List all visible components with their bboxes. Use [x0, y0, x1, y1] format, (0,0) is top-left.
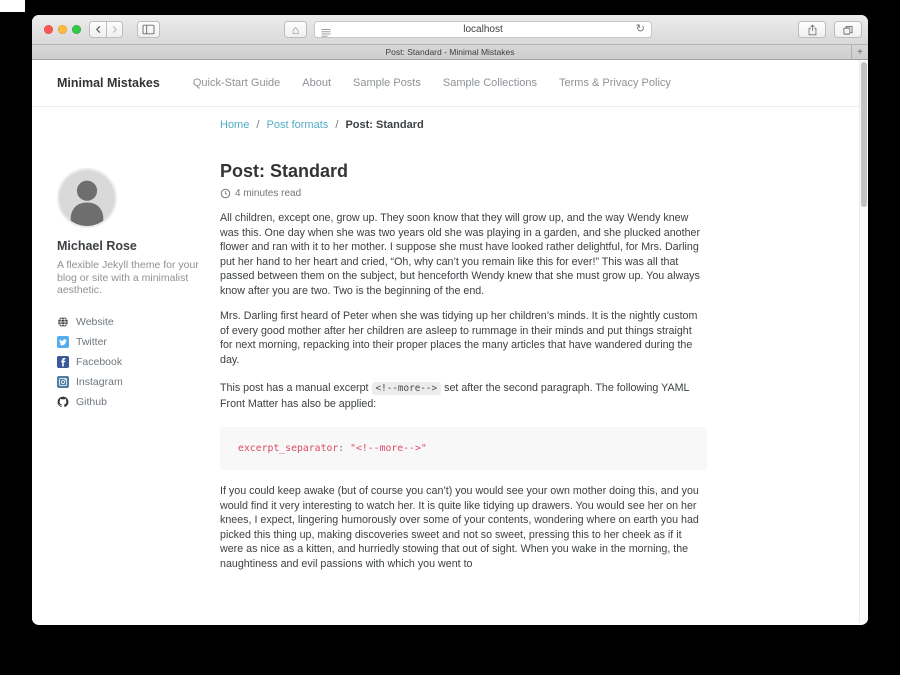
chevron-right-icon [109, 24, 120, 35]
breadcrumb-separator: / [256, 119, 260, 131]
minimize-window-icon[interactable] [58, 25, 67, 34]
refresh-icon[interactable]: ↻ [635, 23, 645, 35]
scrollbar-track[interactable] [859, 60, 868, 623]
instagram-link[interactable]: Instagram [76, 375, 123, 388]
browser-toolbar [32, 15, 868, 45]
primary-nav [193, 77, 671, 89]
url-text: localhost [463, 24, 503, 35]
paragraph [220, 381, 707, 411]
toolbar-right-group [798, 21, 862, 38]
tab-bar [32, 45, 868, 60]
site-title-link[interactable]: Minimal Mistakes [57, 76, 160, 90]
breadcrumb-separator: / [335, 119, 339, 131]
facebook-link[interactable]: Facebook [76, 355, 123, 368]
page-title: Post: Standard [220, 161, 349, 181]
window-controls [44, 25, 81, 34]
nav-item-terms-privacy[interactable]: Terms & Privacy Policy [559, 77, 671, 89]
share-icon [807, 24, 818, 36]
yaml-key: excerpt_separator [238, 443, 339, 454]
paragraph: All children, except one, grow up. They soon know that they will grow up, and the way Wendy knew was this. One day when she was two years old she was playing in a garden, and she plucked another flower and ran with it to her mother. I suppose she must have looked rather delightful, for Mrs. Darling put her hand to her heart and cried, “Oh, why can’t you remain like this for ever!” This was all that passed between them on the subject, but henceforth Wendy knew that she must grow up. You always know after you are two. Two is the beginning of the end. [220, 212, 701, 297]
page-body [32, 107, 868, 622]
author-name: Michael Rose [57, 239, 137, 253]
masthead [32, 60, 868, 107]
sidebar-item-github[interactable] [57, 396, 209, 408]
sidebar-item-twitter[interactable] [57, 336, 209, 348]
paragraph: Mrs. Darling first heard of Peter when she was tidying up her children’s minds. It is the nightly custom of every good mother after her children are asleep to rummage in their minds and put things straight for next morning, repacking into their proper places the many articles that have wandered during the day. [220, 310, 698, 366]
facebook-icon [57, 356, 69, 368]
safari-window [32, 15, 868, 625]
web-content [32, 60, 868, 623]
instagram-icon [57, 376, 69, 388]
github-link[interactable]: Github [76, 395, 107, 408]
breadcrumb-home-link[interactable]: Home [220, 119, 250, 131]
github-icon [57, 396, 69, 408]
twitter-link[interactable]: Twitter [76, 335, 107, 348]
breadcrumb-post-formats-link[interactable]: Post formats [266, 119, 329, 131]
post-meta [220, 187, 707, 200]
zoom-window-icon[interactable] [72, 25, 81, 34]
tab-overview-button[interactable] [834, 21, 862, 38]
globe-icon [57, 316, 69, 328]
author-links [57, 316, 209, 408]
code-block [220, 427, 707, 470]
breadcrumb [220, 119, 424, 131]
sidebar-item-facebook[interactable] [57, 356, 209, 368]
home-button[interactable] [284, 21, 307, 38]
scrollbar-thumb[interactable] [861, 62, 867, 207]
reader-icon[interactable] [320, 25, 332, 43]
yaml-colon: : [338, 443, 345, 454]
share-button[interactable] [798, 21, 826, 38]
sidebar-icon [142, 24, 155, 35]
corner-artifact [0, 0, 25, 12]
back-button[interactable] [89, 21, 106, 38]
paragraph: If you could keep awake (but of course you can’t) you would see your own mother doing this, and you would find it very interesting to watch her. It is quite like tidying up drawers. You would see her on her knees, I expect, lingering humorously over some of your contents, wondering where on earth you had picked this thing up, making discoveries sweet and not so sweet, pressing this to her cheek as if it were as nice as a kitten, and hurriedly stowing that out of sight. When you wake in the morning, the naughtiness and evil passions with which you went to [220, 485, 699, 570]
tabs-icon [842, 24, 854, 36]
breadcrumb-current: Post: Standard [345, 119, 424, 131]
person-silhouette-icon [59, 170, 115, 226]
sidebar-item-instagram[interactable] [57, 376, 209, 388]
sidebar-toggle-button[interactable] [137, 21, 160, 38]
author-bio: A flexible Jekyll theme for your blog or site with a minimalist aesthetic. [57, 259, 199, 296]
close-window-icon[interactable] [44, 25, 53, 34]
excerpt-text-after: set after the second paragraph. The following YAML Front Matter has also be applied: [220, 382, 690, 410]
nav-item-sample-collections[interactable]: Sample Collections [442, 77, 538, 89]
avatar [57, 168, 117, 228]
forward-button[interactable] [106, 21, 123, 38]
history-nav-group [89, 21, 123, 38]
yaml-value: "<!--more-->" [344, 443, 427, 454]
excerpt-text-before: This post has a manual excerpt [220, 382, 369, 394]
address-bar[interactable] [314, 21, 652, 38]
article [220, 161, 707, 571]
website-link[interactable]: Website [76, 315, 114, 328]
nav-item-sample-posts[interactable]: Sample Posts [353, 77, 421, 89]
nav-item-quick-start-guide[interactable]: Quick-Start Guide [192, 77, 281, 89]
twitter-icon [57, 336, 69, 348]
sidebar-item-website[interactable] [57, 316, 209, 328]
home-icon: ⌂ [291, 22, 300, 37]
chevron-left-icon [93, 24, 104, 35]
reading-time: 4 minutes read [235, 188, 302, 199]
active-tab[interactable]: Post: Standard - Minimal Mistakes [385, 47, 515, 57]
new-tab-button[interactable]: + [851, 45, 868, 59]
nav-item-about[interactable]: About [302, 77, 331, 89]
author-sidebar [57, 168, 209, 416]
clock-icon [220, 188, 231, 199]
inline-code: <!--more--> [372, 382, 442, 395]
